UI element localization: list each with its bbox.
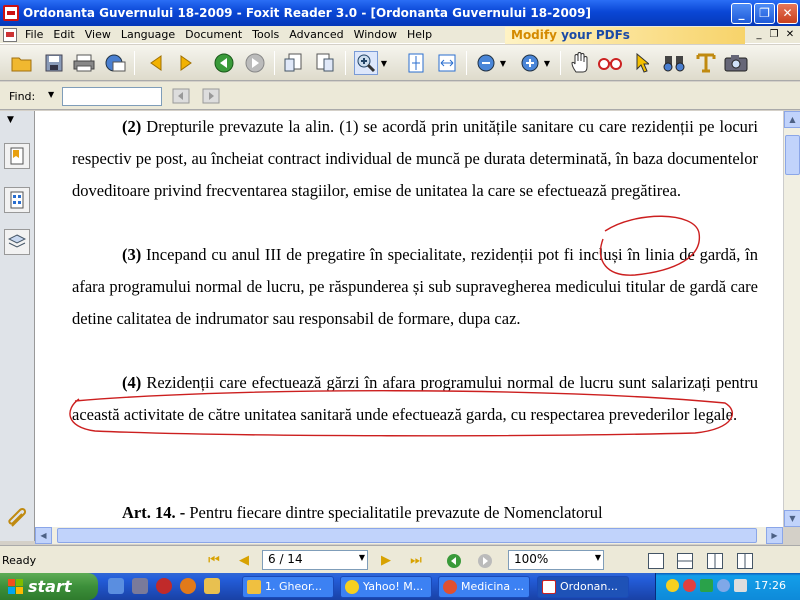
scroll-up-icon[interactable]: ▲ <box>784 111 800 128</box>
panel-collapse-icon[interactable]: ▼ <box>7 115 14 125</box>
menu-window[interactable]: Window <box>353 28 397 41</box>
fit-width-icon[interactable] <box>435 51 459 75</box>
zoom-dropdown-icon[interactable]: ▼ <box>594 553 601 562</box>
task-gheor-icon <box>247 580 261 594</box>
scroll-left-icon[interactable]: ◀ <box>35 527 52 544</box>
status-bar <box>0 545 800 573</box>
article-14-number: Art. 14. - <box>122 503 186 522</box>
vertical-scrollbar[interactable] <box>783 111 800 527</box>
toolbar <box>0 45 800 81</box>
go-forward-icon[interactable] <box>243 51 267 75</box>
last-page-icon[interactable]: ⏭ <box>410 553 422 568</box>
quicklaunch-disk-icon[interactable] <box>132 578 148 594</box>
menu-advanced[interactable]: Advanced <box>289 28 344 41</box>
open-icon[interactable] <box>10 51 34 75</box>
menu-document[interactable]: Document <box>185 28 243 41</box>
doc-close-button[interactable]: ✕ <box>785 29 795 40</box>
page-dropdown-icon[interactable]: ▼ <box>358 553 365 562</box>
save-icon[interactable] <box>42 51 66 75</box>
find-bar <box>0 82 800 110</box>
zoom-level-input[interactable] <box>508 550 604 570</box>
previous-page-icon[interactable]: ◀ <box>239 553 249 568</box>
menu-help[interactable]: Help <box>406 28 433 41</box>
doc-restore-button[interactable]: ❐ <box>769 29 779 40</box>
window-title: Ordonanta Guvernului 18-2009 - Foxit Reader 3.0 - [Ordonanta Guvernului 18-2009] <box>23 6 591 20</box>
tray-monitor-icon[interactable] <box>717 579 730 592</box>
quicklaunch-ie-icon[interactable] <box>108 578 124 594</box>
promo-part2: your PDFs <box>561 28 630 42</box>
windows-taskbar <box>0 573 800 600</box>
task-ordonanta-icon <box>542 580 556 594</box>
find-label: Find: <box>9 90 36 103</box>
task-gheor-label: 1. Gheor... <box>265 580 322 593</box>
quicklaunch-folder-icon[interactable] <box>204 578 220 594</box>
camera-icon[interactable] <box>724 51 748 75</box>
go-back-icon[interactable] <box>212 51 236 75</box>
zoom-tool-dropdown[interactable]: ▼ <box>380 58 388 68</box>
article-14-text: Pentru fiecare dintre specialitatile prevazute de Nomenclatorul <box>185 503 603 522</box>
zoom-value: 100% <box>514 552 549 566</box>
facing-view-icon[interactable] <box>707 553 723 569</box>
snapshot-glasses-icon[interactable] <box>598 51 622 75</box>
zoom-in-dropdown[interactable]: ▼ <box>543 58 551 68</box>
foxit-app-icon[interactable] <box>3 5 19 21</box>
horizontal-scrollbar[interactable] <box>35 527 783 544</box>
document-page[interactable] <box>35 111 783 527</box>
quicklaunch-opera-icon[interactable] <box>156 578 172 594</box>
title-bar <box>0 0 800 26</box>
task-yahoo-label: Yahoo! M... <box>363 580 424 593</box>
maximize-button[interactable]: ❐ <box>754 3 775 24</box>
print-icon[interactable] <box>72 51 96 75</box>
next-page-icon[interactable]: ▶ <box>381 553 391 568</box>
previous-view-icon[interactable] <box>144 51 168 75</box>
zoom-out-dropdown[interactable]: ▼ <box>499 58 507 68</box>
zoom-out-icon[interactable] <box>474 51 498 75</box>
paragraph-4-text: Rezidenții care efectuează gărzi în afara programului normal de lucru sunt salarizați pentru această activitate de către unitatea sanitară unde efectuează garda, cu respectarea prevederilor legale. <box>72 373 758 424</box>
promo-part1: Modify <box>511 28 562 42</box>
menu-tools[interactable]: Tools <box>252 28 280 41</box>
start-label: start <box>28 577 72 596</box>
page-number-input[interactable] <box>262 550 368 570</box>
continuous-view-icon[interactable] <box>677 553 693 569</box>
tray-antivirus-icon[interactable] <box>683 579 696 592</box>
thumbnails-icon[interactable] <box>4 187 30 213</box>
tray-network-icon[interactable] <box>700 579 713 592</box>
attachment-paperclip-icon[interactable] <box>6 506 28 533</box>
zoom-in-icon[interactable] <box>518 51 542 75</box>
freehand-annotations[interactable] <box>35 111 783 527</box>
status-text: Ready <box>2 554 37 567</box>
tray-volume-icon[interactable] <box>734 579 747 592</box>
annotation-circle-pot-fi-inclusi <box>601 216 700 275</box>
rotate-left-icon[interactable] <box>282 51 306 75</box>
document-icon[interactable] <box>3 28 17 42</box>
status-back-icon[interactable] <box>446 553 462 572</box>
task-yahoo[interactable] <box>340 576 432 598</box>
minimize-button[interactable]: _ <box>731 3 752 24</box>
paragraph-3-text: Incepand cu anul III de pregatire în specialitate, rezidenții pot fi incluși în linia de gardă, în afara programului normal de lucru, pe răspunderea și sub supravegherea medicului titular de gardă care detine calitatea de indrumator sau responsabil de formare, dupa caz. <box>72 245 758 328</box>
doc-minimize-button[interactable]: _ <box>756 29 762 40</box>
bookmarks-icon[interactable] <box>4 143 30 169</box>
first-page-icon[interactable]: ⏮ <box>208 553 220 568</box>
layers-icon[interactable] <box>4 229 30 255</box>
task-medicina-label: Medicina ... <box>461 580 525 593</box>
paragraph-2-number: (2) <box>122 117 142 136</box>
windows-flag-icon <box>8 579 24 594</box>
find-input[interactable] <box>62 87 162 106</box>
select-cursor-icon[interactable] <box>630 51 654 75</box>
task-medicina[interactable] <box>438 576 530 598</box>
task-yahoo-icon <box>345 580 359 594</box>
task-ordonanta-label: Ordonan... <box>560 580 618 593</box>
next-view-icon[interactable] <box>174 51 198 75</box>
menu-language[interactable]: Language <box>120 28 176 41</box>
text-tool-icon[interactable] <box>694 51 718 75</box>
find-binoculars-icon[interactable] <box>662 51 686 75</box>
rotate-right-icon[interactable] <box>313 51 337 75</box>
scroll-right-icon[interactable]: ▶ <box>766 527 783 544</box>
horizontal-scroll-thumb[interactable] <box>57 528 757 543</box>
zoom-in-tool-icon[interactable] <box>354 51 378 75</box>
clock: 17:26 <box>754 579 786 592</box>
find-next-icon[interactable] <box>202 88 220 104</box>
close-button[interactable]: ✕ <box>777 3 798 24</box>
single-page-view-icon[interactable] <box>648 553 664 569</box>
find-previous-icon[interactable] <box>172 88 190 104</box>
quicklaunch-firefox-icon[interactable] <box>180 578 196 594</box>
paragraph-3-number: (3) <box>122 245 142 264</box>
scroll-down-icon[interactable]: ▼ <box>784 510 800 527</box>
task-medicina-icon <box>443 580 457 594</box>
task-gheor[interactable] <box>242 576 334 598</box>
status-forward-icon[interactable] <box>477 553 493 572</box>
hand-tool-icon[interactable] <box>568 51 592 75</box>
fit-page-icon[interactable] <box>404 51 428 75</box>
email-icon[interactable] <box>103 51 127 75</box>
tray-yahoo-icon[interactable] <box>666 579 679 592</box>
task-ordonanta[interactable] <box>537 576 629 598</box>
continuous-facing-view-icon[interactable] <box>737 553 753 569</box>
navigation-panel <box>0 111 35 541</box>
start-button[interactable] <box>0 573 98 600</box>
system-tray <box>655 573 800 600</box>
paragraph-4-number: (4) <box>122 373 142 392</box>
menu-edit[interactable]: Edit <box>53 28 75 41</box>
vertical-scroll-thumb[interactable] <box>785 135 800 175</box>
menu-file[interactable]: File <box>25 28 44 41</box>
menu-view[interactable]: View <box>84 28 111 41</box>
annotation-circle-salarizati <box>70 391 732 436</box>
find-options-icon[interactable]: ▼ <box>48 90 55 99</box>
page-number-value: 6 / 14 <box>268 552 303 566</box>
paragraph-2-text: Drepturile prevazute la alin. (1) se acordă prin unitățile sanitare cu care rezidenții pe locuri respectiv pe post, au încheiat contract individual de muncă pe durata determinată, în baza documentelor doveditoare privind frecventarea stagiilor, emise de unitatea la care se efectuează pregătirea. <box>72 117 758 200</box>
modify-pdfs-banner[interactable] <box>505 27 745 44</box>
